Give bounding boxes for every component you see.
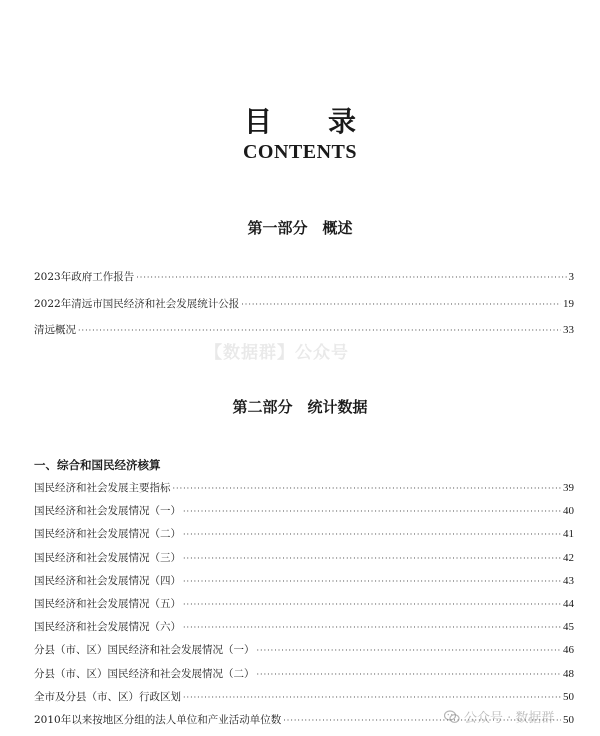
toc-entry-page: 42 [563, 551, 574, 564]
part-two-heading: 第二部分 统计数据 [232, 398, 368, 416]
toc-entry[interactable] [34, 667, 574, 681]
toc-leader-dots [183, 575, 561, 589]
toc-entry-label: 2010年以来按地区分组的法人单位和产业活动单位数 [34, 713, 282, 726]
watermark-text: 【数据群】公众号 [205, 343, 349, 363]
toc-entry[interactable] [34, 597, 574, 611]
toc-entry[interactable] [34, 551, 574, 565]
toc-entry-label: 国民经济和社会发展情况（三） [34, 551, 181, 564]
toc-entry-page: 41 [563, 528, 574, 541]
toc-entry-label: 国民经济和社会发展主要指标 [34, 482, 171, 494]
toc-entry-page: 50 [563, 713, 574, 726]
toc-entry-page: 40 [563, 505, 574, 518]
toc-entry-page: 45 [563, 621, 574, 634]
toc-entry[interactable] [34, 481, 574, 495]
toc-leader-dots [183, 528, 561, 542]
corner-watermark-text: 公众号 · 数据群 [464, 711, 555, 726]
toc-entry-label: 国民经济和社会发展情况（二） [34, 528, 181, 541]
toc-entry-label: 国民经济和社会发展情况（四） [34, 574, 181, 587]
toc-entry[interactable] [34, 323, 574, 337]
toc-entry-page: 43 [563, 574, 574, 587]
corner-watermark [444, 707, 554, 726]
toc-entry-page: 50 [563, 690, 574, 703]
section-heading: 一、综合和国民经济核算 [34, 458, 161, 472]
wechat-icon [444, 710, 460, 724]
toc-leader-dots [183, 598, 561, 612]
toc-entry-page: 33 [563, 324, 574, 336]
toc-entry[interactable] [34, 643, 574, 657]
toc-entry-label: 国民经济和社会发展情况（一） [34, 505, 181, 518]
toc-leader-dots [183, 552, 561, 566]
toc-entry-label: 全市及分县（市、区）行政区划 [34, 690, 181, 703]
toc-entry-label: 清远概况 [34, 324, 76, 336]
toc-entry[interactable] [34, 504, 574, 518]
toc-entry[interactable] [34, 574, 574, 588]
toc-entry[interactable] [34, 690, 574, 704]
toc-entry-label: 分县（市、区）国民经济和社会发展情况（二） [34, 667, 255, 680]
toc-entry-label: 国民经济和社会发展情况（六） [34, 621, 181, 634]
toc-entry-label: 国民经济和社会发展情况（五） [34, 597, 181, 610]
toc-entry[interactable] [34, 527, 574, 541]
toc-leader-dots [173, 482, 562, 496]
toc-entry[interactable] [34, 620, 574, 634]
toc-leader-dots [136, 271, 566, 285]
toc-entry-page: 46 [563, 644, 574, 657]
toc-entry-page: 3 [568, 271, 574, 283]
toc-entry-label: 2022年清远市国民经济和社会发展统计公报 [34, 297, 240, 310]
toc-entry-page: 39 [563, 482, 574, 494]
toc-leader-dots [257, 668, 562, 682]
toc-entry-page: 44 [563, 597, 574, 610]
toc-leader-dots [78, 324, 561, 338]
page-title-cn: 目 录 [243, 105, 356, 138]
page-title-en: CONTENTS [242, 141, 358, 163]
toc-leader-dots [183, 691, 561, 705]
toc-entry[interactable] [34, 270, 574, 284]
toc-entry-page: 48 [563, 667, 574, 680]
part-two-toc [34, 481, 574, 736]
toc-leader-dots [183, 505, 561, 519]
toc-entry-page: 19 [563, 297, 574, 310]
part-one-heading: 第一部分 概述 [247, 219, 353, 237]
toc-leader-dots [183, 621, 561, 635]
toc-entry[interactable] [34, 297, 574, 311]
toc-entry-label: 分县（市、区）国民经济和社会发展情况（一） [34, 644, 255, 657]
toc-entry-label: 2023年政府工作报告 [34, 271, 135, 283]
toc-leader-dots [241, 298, 561, 312]
toc-leader-dots [257, 644, 562, 658]
